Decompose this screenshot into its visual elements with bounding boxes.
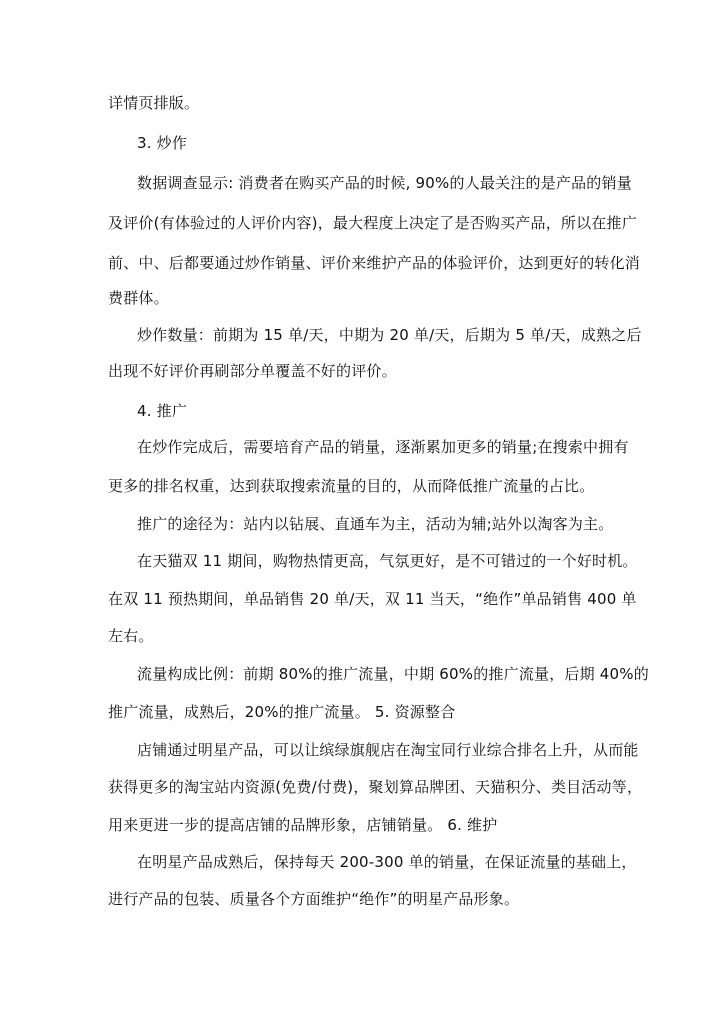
- text-line: 在明星产品成熟后，保持每天 200-300 单的销量，在保证流量的基础上，: [137, 853, 637, 871]
- text-line: 流量构成比例：前期 80%的推广流量，中期 60%的推广流量，后期 40%的: [137, 665, 649, 683]
- text-line: 前、中、后都要通过炒作销量、评价来维护产品的体验评价，达到更好的转化消: [108, 254, 641, 272]
- text-line: 更多的排名权重，达到获取搜索流量的目的，从而降低推广流量的占比。: [108, 477, 595, 495]
- text-line: 店铺通过明星产品，可以让缤绿旗舰店在淘宝同行业综合排名上升，从而能: [137, 741, 639, 759]
- text-line: 在天猫双 11 期间，购物热情更高，气氛更好，是不可错过的一个好时机。: [137, 552, 638, 570]
- text-line: 推广的途径为：站内以钻展、直通车为主，活动为辅;站外以淘客为主。: [137, 515, 614, 533]
- text-line: 用来更进一步的提高店铺的品牌形象，店铺销量。 6. 维护: [108, 816, 498, 834]
- section-heading: 3. 炒作: [137, 134, 188, 152]
- text-line: 获得更多的淘宝站内资源(免费/付费)，聚划算品牌团、天猫积分、类目活动等，: [108, 778, 643, 796]
- text-line: 数据调查显示: 消费者在购买产品的时候, 90%的人最关注的是产品的销量: [137, 174, 632, 192]
- text-line: 左右。: [108, 627, 154, 645]
- text-line: 推广流量，成熟后，20%的推广流量。 5. 资源整合: [108, 703, 456, 721]
- text-line: 费群体。: [108, 289, 169, 307]
- text-line: 炒作数量：前期为 15 单/天，中期为 20 单/天，后期为 5 单/天，成熟之后: [137, 326, 642, 344]
- text-line: 详情页排版。: [108, 94, 200, 112]
- text-line: 在双 11 预热期间，单品销售 20 单/天，双 11 当天，“绝作”单品销售 400 单: [108, 590, 637, 608]
- text-line: 进行产品的包装、质量各个方面维护“绝作”的明星产品形象。: [108, 890, 520, 908]
- text-line: 在炒作完成后，需要培育产品的销量，逐渐累加更多的销量;在搜索中拥有: [137, 438, 629, 456]
- section-heading: 4. 推广: [137, 402, 188, 420]
- text-line: 及评价(有体验过的人评价内容)，最大程度上决定了是否购买产品，所以在推广: [108, 214, 637, 232]
- text-line: 出现不好评价再刷部分单覆盖不好的评价。: [108, 362, 397, 380]
